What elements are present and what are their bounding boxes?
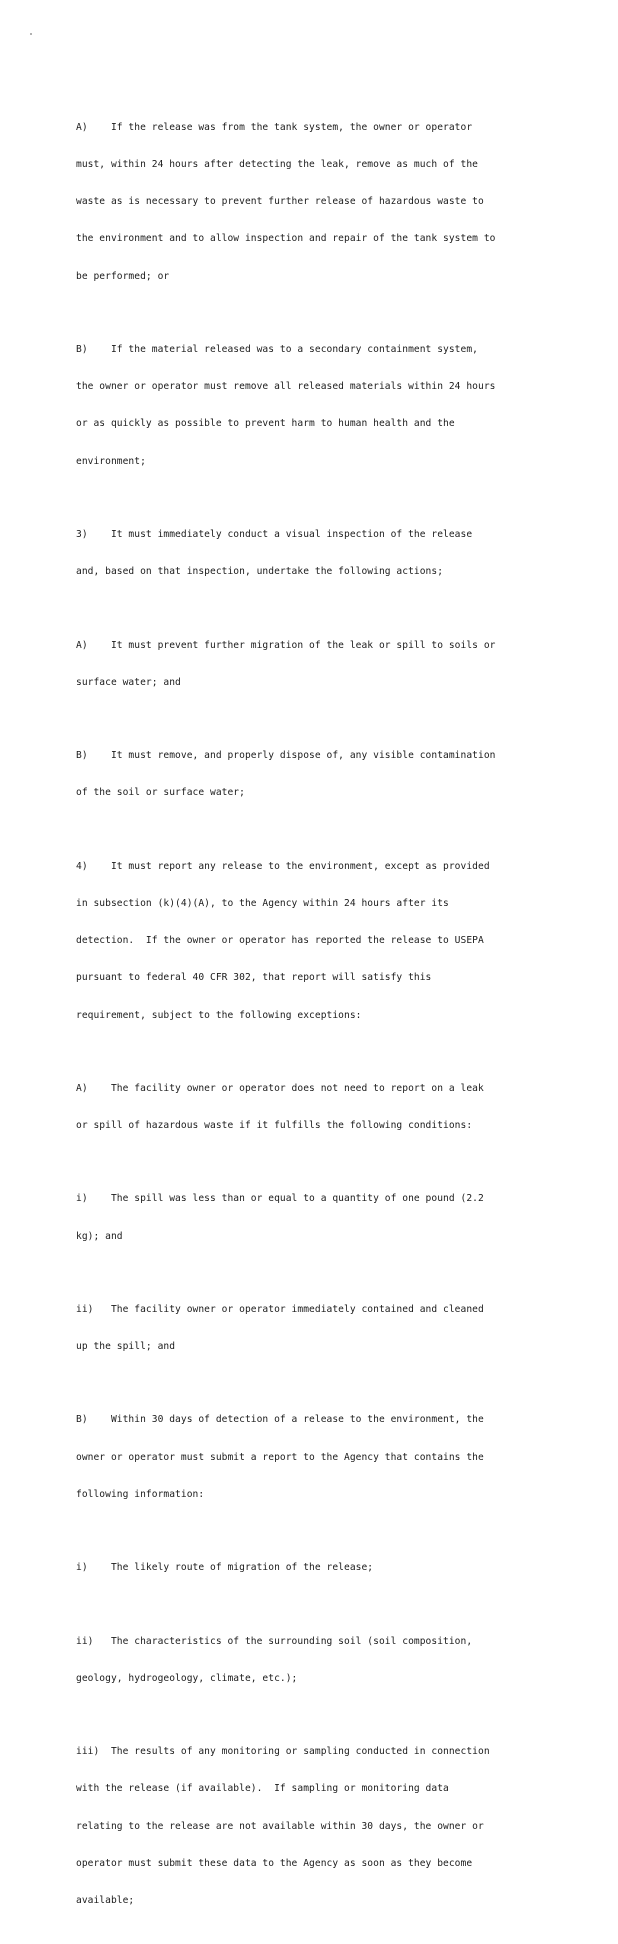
paragraph-ii-contained-spill [76,1279,546,1378]
text-line: B) It must remove, and properly dispose of, any visible contamination [76,750,496,762]
text-line: operator must submit these data to the Agency as soon as they become [76,1857,473,1869]
paragraph-a-prevent-migration [76,615,546,714]
paragraph-b-30-day-report [76,1390,546,1526]
text-line: of the soil or surface water; [76,787,245,799]
text-line: 4) It must report any release to the environment, except as provided [76,860,490,872]
text-line: available; [76,1895,135,1906]
text-line: requirement, subject to the following exceptions: [76,1009,362,1021]
text-line: geology, hydrogeology, climate, etc.); [76,1672,298,1684]
text-line: and, based on that inspection, undertake the following actions; [76,566,444,578]
text-line: in subsection (k)(4)(A), to the Agency within 24 hours after its [76,897,449,909]
text-line: iii) The results of any monitoring or sampling conducted in connection [76,1746,490,1758]
text-line: waste as is necessary to prevent further release of hazardous waste to [76,196,484,208]
text-line: A) The facility owner or operator does not need to report on a leak [76,1082,484,1094]
text-line: detection. If the owner or operator has reported the release to USEPA [76,935,484,947]
text-line: A) If the release was from the tank system, the owner or operator [76,121,473,133]
text-line: must, within 24 hours after detecting the leak, remove as much of the [76,159,478,171]
text-line: i) The spill was less than or equal to a quantity of one pound (2.2 [76,1193,484,1205]
text-line: B) If the material released was to a secondary containment system, [76,344,478,356]
document-body [76,97,546,1944]
text-line: the environment and to allow inspection and repair of the tank system to [76,233,496,245]
paragraph-i-one-pound [76,1169,546,1268]
text-line: B) Within 30 days of detection of a release to the environment, the [76,1414,484,1426]
text-line: be performed; or [76,270,170,282]
text-line: i) The likely route of migration of the release; [76,1562,374,1574]
text-line: 3) It must immediately conduct a visual inspection of the release [76,529,473,540]
text-line: relating to the release are not available within 30 days, the owner or [76,1820,484,1832]
text-line: ii) The facility owner or operator immediately contained and cleaned [76,1303,484,1315]
paragraph-ii-soil-characteristics [76,1611,546,1710]
text-line: with the release (if available). If sampling or monitoring data [76,1783,449,1795]
text-line: owner or operator must submit a report to the Agency that contains the [76,1451,484,1463]
text-line: ii) The characteristics of the surrounding soil (soil composition, [76,1635,473,1647]
paragraph-a-reporting-exception [76,1058,546,1157]
text-line: the owner or operator must remove all released materials within 24 hours [76,381,496,393]
paragraph-a-tank-system [76,97,546,308]
scan-speck [30,33,32,35]
paragraph-b-remove-contamination [76,725,546,824]
paragraph-iii-monitoring-results [76,1721,546,1932]
text-line: kg); and [76,1230,123,1242]
text-line: or as quickly as possible to prevent harm to human health and the [76,418,455,430]
paragraph-4-report-release [76,836,546,1047]
paragraph-b-secondary-containment [76,319,546,493]
text-line: environment; [76,455,146,467]
text-line: A) It must prevent further migration of the leak or spill to soils or [76,639,496,651]
paragraph-i-migration-route [76,1537,546,1599]
text-line: or spill of hazardous waste if it fulfills the following conditions: [76,1120,473,1132]
text-line: up the spill; and [76,1341,176,1353]
paragraph-3-visual-inspection [76,504,546,603]
text-line: pursuant to federal 40 CFR 302, that report will satisfy this [76,972,432,984]
text-line: following information: [76,1488,205,1500]
text-line: surface water; and [76,676,181,688]
